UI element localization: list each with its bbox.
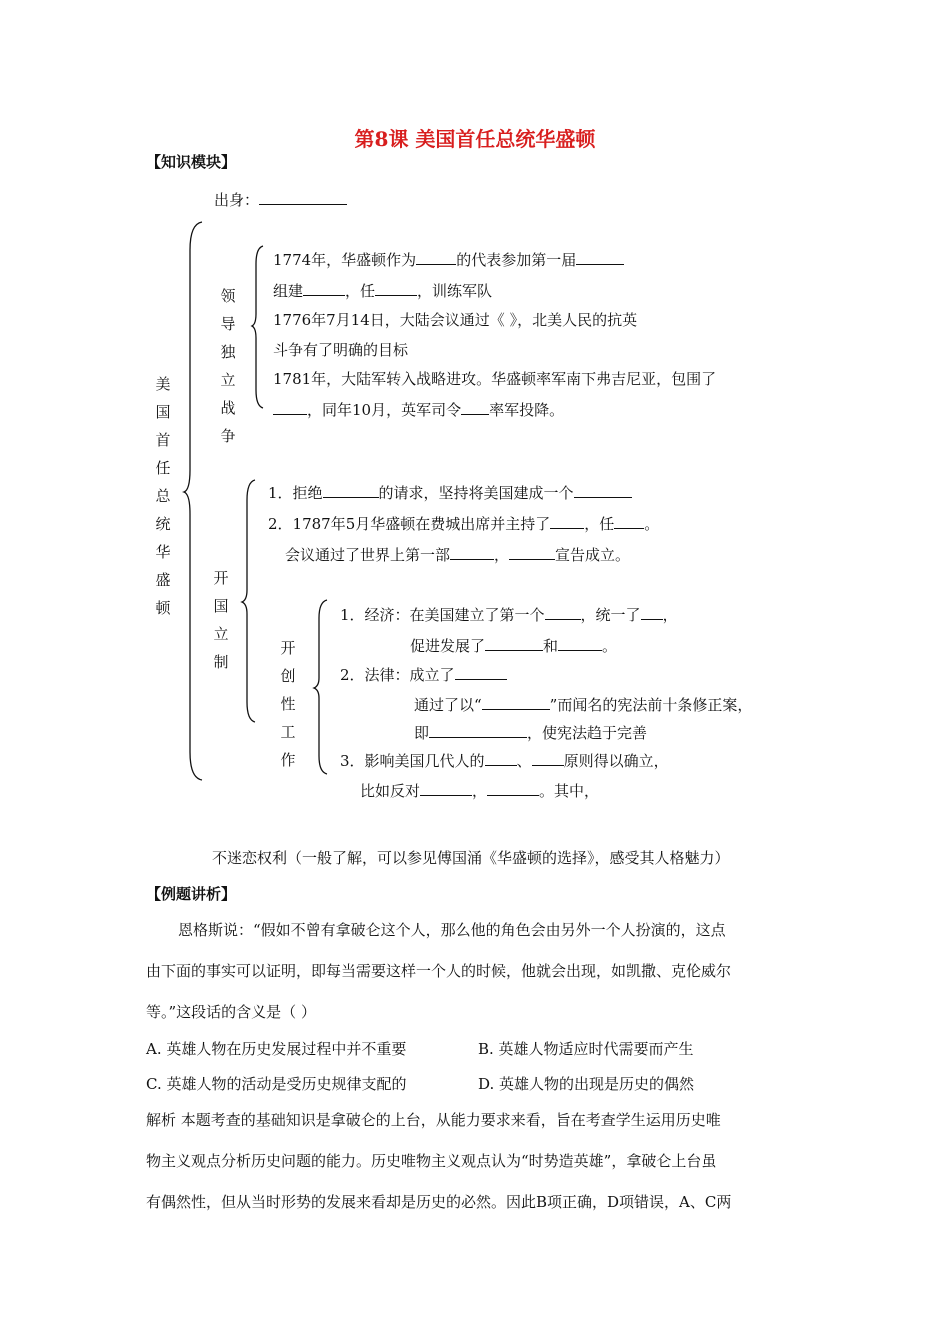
line-text: ”而闻名的宪法前十条修正案，: [549, 696, 753, 714]
blank: [550, 514, 584, 529]
lead-label: [218, 282, 238, 450]
blank: [487, 781, 539, 796]
analysis-line: 有偶然性，但从当时形势的发展来看却是历史的必然。因此B项正确，D项错误，A、C两: [146, 1193, 732, 1211]
label-char: 开: [280, 639, 296, 657]
blank: [509, 545, 555, 560]
outline-line: [285, 545, 630, 565]
label-char: 独: [220, 343, 236, 361]
example-section-heading: 【例题讲析】: [146, 885, 237, 903]
label-char: 性: [280, 695, 296, 713]
line-text: ，: [662, 606, 678, 624]
label-char: 争: [220, 427, 236, 445]
line-text: 1．拒绝: [268, 484, 323, 502]
label-char: 导: [220, 315, 236, 333]
outline-line: [340, 605, 678, 625]
line-text: ，同年10月，英军司令: [307, 401, 462, 419]
knowledge-section-heading: 【知识模块】: [146, 153, 237, 171]
option-a: A. 英雄人物在历史发展过程中并不重要: [146, 1040, 407, 1058]
line-text: ，训练军队: [417, 282, 493, 300]
line-text: 即: [414, 724, 430, 742]
label-char: 立: [220, 371, 236, 389]
blank: [273, 400, 307, 415]
line-text: 、: [516, 752, 532, 770]
line-text: ，使宪法趋于完善: [527, 724, 648, 742]
label-char: 创: [280, 667, 296, 685]
line-text: ，统一了: [580, 606, 641, 624]
pioneer-label: [278, 634, 298, 774]
blank: [558, 636, 602, 651]
line-text: 1．经济：在美国建立了第一个: [340, 606, 545, 624]
line-text: ，任: [345, 282, 376, 300]
analysis-line: 物主义观点分析历史问题的能力。历史唯物主义观点认为“时势造英雄”，拿破仑上台虽: [146, 1152, 717, 1170]
outline-line: [273, 369, 716, 389]
label-char: 立: [213, 625, 229, 643]
line-text: 1776年7月14日，大陆会议通过《 》，北美人民的抗英: [273, 311, 638, 329]
root-brace: [182, 220, 206, 782]
label-char: 战: [220, 399, 236, 417]
label-char: 总: [155, 487, 171, 505]
label-char: 领: [220, 287, 236, 305]
option-b: B. 英雄人物适应时代需要而产生: [478, 1040, 694, 1058]
blank: [420, 781, 472, 796]
line-text: 比如反对: [360, 782, 421, 800]
label-char: 国: [213, 597, 229, 615]
line-text: 促进发展了: [410, 637, 486, 655]
option-d: D. 英雄人物的出现是历史的偶然: [478, 1075, 695, 1093]
line-text: 斗争有了明确的目标: [273, 341, 409, 359]
outline-line: [273, 310, 637, 330]
found-brace: [240, 478, 258, 724]
question-line: 由下面的事实可以证明，即每当需要这样一个人的时候，他就会出现，如凯撒、克伦威尔: [146, 962, 732, 980]
label-char: 首: [155, 431, 171, 449]
question-line: 恩格斯说：“假如不曾有拿破仑这个人，那么他的角色会由另外一个人扮演的，这点: [178, 921, 726, 939]
outline-line: [273, 340, 408, 360]
line-text: 组建: [273, 282, 304, 300]
blank: [482, 695, 550, 710]
label-char: 作: [280, 751, 296, 769]
origin-label: 出身：: [214, 191, 260, 209]
line-text: ，任: [584, 515, 615, 533]
line-text: 宣告成立。: [555, 546, 631, 564]
outline-line: [273, 250, 624, 270]
label-char: 统: [155, 515, 171, 533]
line-text: 的代表参加第一届: [456, 251, 577, 269]
line-text: ，: [472, 782, 488, 800]
line-text: 2．1787年5月华盛顿在费城出席并主持了: [268, 515, 551, 533]
line-text: 。其中，: [539, 782, 600, 800]
blank: [641, 605, 663, 620]
blank: [259, 190, 347, 205]
label-char: 工: [280, 723, 296, 741]
blank: [455, 665, 507, 680]
line-text: ，: [494, 546, 510, 564]
line-text: 和: [543, 637, 559, 655]
page-title: 第8课 美国首任总统华盛顿: [354, 127, 596, 151]
label-char: 美: [155, 375, 171, 393]
outline-line: [273, 281, 492, 301]
blank: [574, 483, 632, 498]
outline-line: [268, 483, 632, 503]
outline-line: [414, 695, 752, 715]
label-char: 开: [213, 569, 229, 587]
label-char: 制: [213, 653, 229, 671]
label-char: 国: [155, 403, 171, 421]
outline-line: [340, 665, 507, 685]
line-text: 率军投降。: [489, 401, 565, 419]
blank: [461, 400, 489, 415]
label-char: 盛: [155, 571, 171, 589]
blank: [303, 281, 345, 296]
outline-line: [410, 636, 617, 656]
blank: [614, 514, 644, 529]
question-line: 等。”这段话的含义是（ ）: [146, 1003, 316, 1021]
blank: [416, 250, 456, 265]
option-c: C. 英雄人物的活动是受历史规律支配的: [146, 1075, 407, 1093]
note-text: 不迷恋权利（一般了解，可以参见傅国涌《华盛顿的选择》，感受其人格魅力）: [212, 849, 730, 867]
blank: [532, 751, 564, 766]
line-text: 。: [644, 515, 660, 533]
outline-line: [360, 781, 599, 801]
outline-line: [414, 723, 647, 743]
pioneer-brace: [312, 598, 330, 776]
line-text: 1774年，华盛顿作为: [273, 251, 417, 269]
line-text: 的请求，坚持将美国建成一个: [378, 484, 574, 502]
line-text: 2．法律：成立了: [340, 666, 455, 684]
outline-line: [268, 514, 659, 534]
blank: [576, 250, 624, 265]
analysis-line: 解析 本题考查的基础知识是拿破仑的上台，从能力要求来看，旨在考查学生运用历史唯: [146, 1111, 721, 1129]
blank: [450, 545, 494, 560]
found-label: [211, 564, 231, 676]
line-text: 会议通过了世界上第一部: [285, 546, 451, 564]
label-char: 顿: [155, 599, 171, 617]
blank: [429, 723, 527, 738]
blank: [485, 636, 543, 651]
root-label: [153, 370, 173, 622]
line-text: 1781年，大陆军转入战略进攻。华盛顿率军南下弗吉尼亚，包围了: [273, 370, 717, 388]
line-text: 3．影响美国几代人的: [340, 752, 485, 770]
line-text: 通过了以“: [414, 696, 482, 714]
outline-line: [273, 400, 564, 420]
lead-brace: [250, 244, 266, 410]
outline-line: [340, 751, 669, 771]
origin-line: [214, 190, 347, 210]
label-char: 华: [155, 543, 171, 561]
blank: [485, 751, 517, 766]
blank: [323, 483, 379, 498]
blank: [375, 281, 417, 296]
line-text: 。: [602, 637, 618, 655]
blank: [545, 605, 581, 620]
label-char: 任: [155, 459, 171, 477]
line-text: 原则得以确立，: [563, 752, 669, 770]
